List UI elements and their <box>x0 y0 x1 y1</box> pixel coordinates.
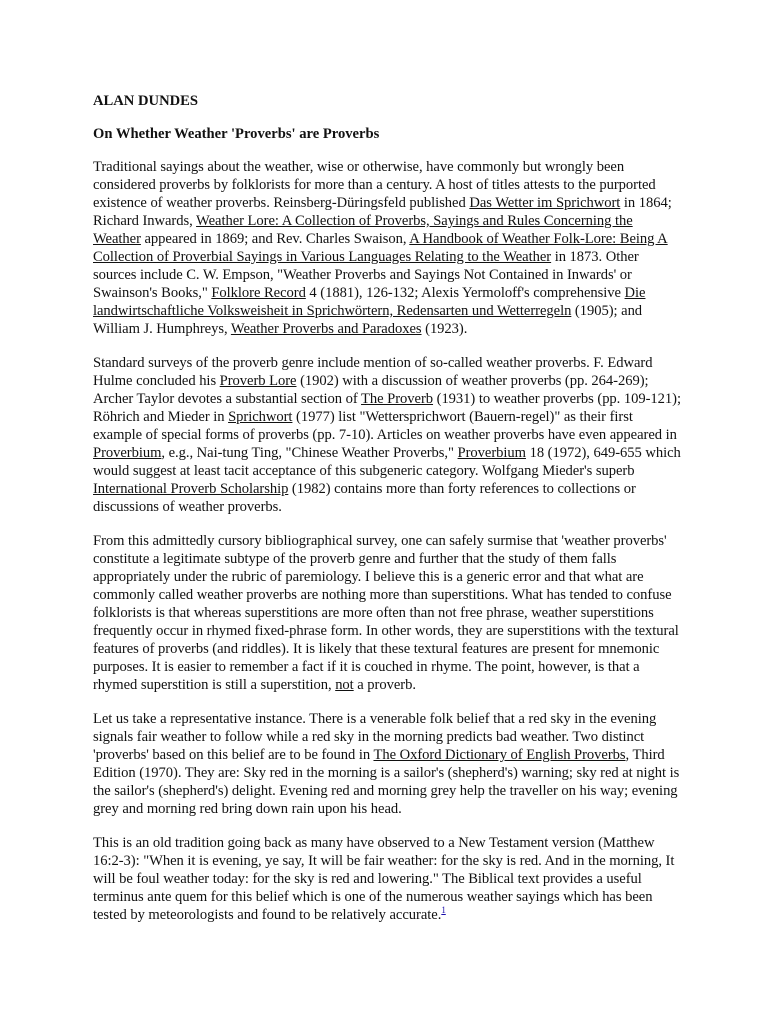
reference-proverb-lore: Proverb Lore <box>219 373 297 389</box>
paragraph-2 <box>93 354 681 516</box>
text-run: in 1864; Richard Inwards, <box>93 195 672 229</box>
text-run: (1905); and William J. Humphreys, <box>93 303 643 337</box>
reference-das-wetter: Das Wetter im Sprichwort <box>469 195 621 211</box>
footnote-link[interactable] <box>441 907 445 923</box>
reference-weather-lore: Weather Lore: A Collection of Proverbs, Sayings and Rules Concerning the Weather <box>93 213 633 247</box>
reference-folklore-record: Folklore Record <box>211 285 306 301</box>
text-run: This is an old tradition going back as many have observed to a New Testament version (Matthew 16:2-3): "When it is evening, ye say, It will be fair weather: for the sky is red. And in the morning, It will be foul weather today: for the sky is red and lowering." The Biblical text provides a useful terminus ante quem for this belief which is one of the numerous weather sayings which has been tested by meteorologists and found to be relatively accurate. <box>93 835 675 923</box>
text-run: (1931) to weather proverbs (pp. 109-121); Röhrich and Mieder in <box>93 391 681 425</box>
text-run: (1902) with a discussion of weather proverbs (pp. 264-269); Archer Taylor devotes a substantial section of <box>93 373 649 407</box>
reference-oxford-dictionary: The Oxford Dictionary of English Proverbs <box>373 747 626 763</box>
text-run: 18 (1972), 649-655 which would suggest at least tacit acceptance of this subgeneric category. Wolfgang Mieder's superb <box>93 445 681 479</box>
reference-the-proverb: The Proverb <box>361 391 434 407</box>
article-title: On Whether Weather 'Proverbs' are Proverbs <box>93 126 380 142</box>
text-run: 4 (1881), 126-132; Alexis Yermoloff's comprehensive <box>305 285 625 301</box>
author-name: ALAN DUNDES <box>93 93 199 109</box>
emphasis-not: not <box>335 677 354 693</box>
reference-proverbium: Proverbium <box>93 445 162 461</box>
reference-volksweisheit: Die landwirtschaftliche Volksweisheit in Sprichwörtern, Redensarten und Wetterregeln <box>93 285 646 319</box>
paragraph-3 <box>93 532 681 694</box>
footnote-marker[interactable]: 1 <box>441 905 446 915</box>
paragraph-5 <box>93 834 681 924</box>
paragraph-1 <box>93 158 681 338</box>
text-run: , Third Edition (1970). They are: Sky red in the morning is a sailor's (shepherd's) warning; sky red at night is the sailor's (shepherd's) delight. Evening red and morning grey help the traveller on his way; evening grey and morning red bring down rain upon his head. <box>93 747 680 817</box>
text-run: From this admittedly cursory bibliographical survey, one can safely surmise that 'weather proverbs' constitute a legitimate subtype of the proverb genre and further that the study of them falls appropriately under the rubric of paremiology. I believe this is a generic error and that what are commonly called weather proverbs are nothing more than superstitions. What has tended to confuse folklorists is that whereas superstitions are more often than not free phrase, weather superstitions frequently occur in rhymed fixed-phrase form. In other words, they are superstitions with the textural features of proverbs (and riddles). It is likely that these textural features are present for mnemonic purposes. It is easier to remember a fact if it is couched in rhyme. The point, however, is that a rhymed superstition is still a superstition, <box>93 533 679 693</box>
text-run: (1923). <box>421 321 468 337</box>
document-page <box>93 92 681 940</box>
text-run: (1982) contains more than forty references to collections or discussions of weather proverbs. <box>93 481 636 515</box>
reference-handbook-weather-folklore: A Handbook of Weather Folk-Lore: Being A Collection of Proverbial Sayings in Various Languages Relating to the Weather <box>93 231 668 265</box>
reference-proverbium-18: Proverbium <box>457 445 526 461</box>
reference-international-proverb-scholarship: International Proverb Scholarship <box>93 481 289 497</box>
text-run: Let us take a representative instance. There is a venerable folk belief that a red sky in the evening signals fair weather to follow while a red sky in the morning predicts bad weather. Two distinct 'proverbs' based on this belief are to be found in <box>93 711 657 763</box>
reference-weather-proverbs-paradoxes: Weather Proverbs and Paradoxes <box>230 321 422 337</box>
text-run: in 1873. Other sources include C. W. Empson, "Weather Proverbs and Sayings Not Contained in Inwards' or Swainson's Books," <box>93 249 639 301</box>
paragraph-4 <box>93 710 681 818</box>
reference-sprichwort: Sprichwort <box>228 409 293 425</box>
text-run: Traditional sayings about the weather, wise or otherwise, have commonly but wrongly been considered proverbs by folklorists for more than a century. A host of titles attests to the purported existence of weather proverbs. Reinsberg-Düringsfeld published <box>93 159 656 211</box>
text-run: , e.g., Nai-tung Ting, "Chinese Weather Proverbs," <box>161 445 458 461</box>
text-run: Standard surveys of the proverb genre include mention of so-called weather proverbs. F. Edward Hulme concluded his <box>93 355 653 389</box>
text-run: appeared in 1869; and Rev. Charles Swaison, <box>140 231 410 247</box>
text-run: (1977) list "Wettersprichwort (Bauern-regel)" as their first example of special forms of proverbs (pp. 7-10). Articles on weather proverbs have even appeared in <box>93 409 677 443</box>
text-run: a proverb. <box>353 677 416 693</box>
